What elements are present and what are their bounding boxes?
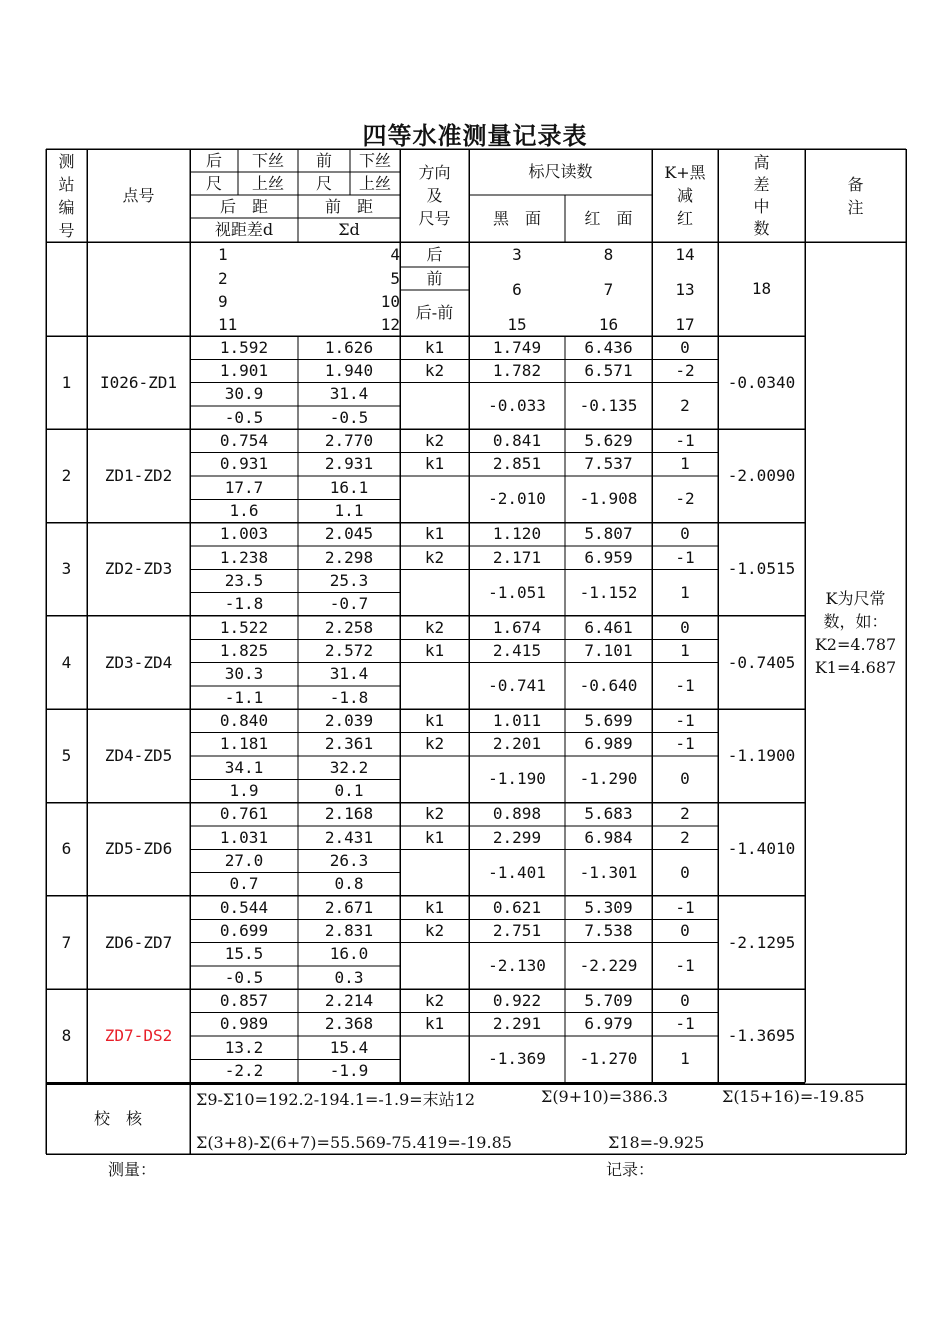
fore-distance: 25.3 [329,570,369,590]
black-reading-2: 2.291 [492,1014,542,1034]
sum-d: -0.7 [329,594,369,614]
height-diff-mean: -0.0340 [727,372,796,392]
header-k-minus-line: 减 [676,186,693,205]
header-height-diff [718,149,805,242]
legend-7: 7 [603,280,614,299]
legend-1: 1 [218,244,228,264]
red-reading-1: 5.807 [584,524,633,544]
sum-d: 0.8 [334,874,364,894]
black-diff: -1.190 [488,769,546,789]
station-no: 7 [61,932,72,952]
legend-11: 11 [218,314,238,334]
fore-distance: 31.4 [329,384,369,404]
header-station-no-line: 站 [58,174,75,194]
k-check-2: -1 [675,734,695,754]
black-reading-2: 2.201 [492,734,542,754]
back-distance: 27.0 [224,850,264,870]
header-direction [400,149,469,242]
k-check-1: 0 [680,337,690,357]
fore-lower-wire: 2.045 [324,524,374,544]
fore-lower-wire: 2.039 [324,710,374,730]
k-check-1: -1 [675,710,695,730]
black-reading-1: 1.674 [492,617,542,637]
sight-diff: -1.8 [224,594,264,614]
sum-d: 0.1 [334,780,364,800]
legend-15: 15 [507,314,527,334]
sum-d: 1.1 [334,500,364,520]
black-reading-1: 1.749 [492,337,542,357]
k-check-2: 1 [680,640,690,660]
red-reading-2: 6.979 [584,1014,633,1034]
direction-2: k1 [424,640,445,660]
legend-14: 14 [675,244,695,264]
station-no: 3 [61,559,72,579]
red-reading-1: 5.309 [584,897,633,917]
fore-upper-wire: 2.572 [324,640,374,660]
black-diff: -0.741 [488,675,546,695]
header-k-minus-line: 红 [676,209,693,228]
remark-note [805,242,906,1084]
header-fore-staff-1: 前 [315,150,332,170]
header-red-face: 红 面 [584,208,633,228]
direction-2: k2 [424,360,445,380]
legend-10: 10 [380,291,400,311]
k-check-3: 0 [680,769,690,789]
red-reading-1: 5.699 [584,710,633,730]
header-k-minus [652,149,718,242]
back-distance: 30.3 [224,664,264,684]
k-check-3: -1 [675,955,695,975]
back-lower-wire: 0.544 [219,897,269,917]
header-back-lower-wire: 下丝 [251,150,284,170]
sight-diff: -2.2 [224,1060,264,1080]
header-black-face: 黑 面 [492,208,541,228]
red-reading-2: 7.538 [584,920,633,940]
back-lower-wire: 0.754 [219,430,269,450]
k-check-2: -2 [675,360,695,380]
station-no: 4 [61,652,72,672]
fore-lower-wire: 2.671 [324,897,374,917]
black-reading-1: 1.011 [492,710,542,730]
page-title: 四等水准测量记录表 [362,122,588,150]
black-reading-1: 0.621 [492,897,542,917]
fore-upper-wire: 2.368 [324,1014,374,1034]
legend-13: 13 [675,280,695,299]
header-height-diff-line: 数 [753,218,770,238]
red-reading-1: 5.709 [584,990,633,1010]
fore-distance: 26.3 [329,850,369,870]
red-diff: -1.270 [579,1049,638,1069]
red-reading-1: 5.629 [584,430,633,450]
station-point: ZD2-ZD3 [104,559,173,579]
header-station-no-line: 号 [58,220,75,240]
check-line-1a: Σ9-Σ10=192.2-194.1=-1.9=末站12 [196,1090,476,1109]
direction-1: k2 [424,990,445,1010]
station-point: ZD4-ZD5 [104,745,173,765]
direction-1: k2 [424,804,445,824]
header-height-diff-line: 高 [753,152,770,172]
fore-upper-wire: 1.940 [324,360,374,380]
back-upper-wire: 1.825 [219,640,269,660]
legend-back: 后 [426,244,443,264]
footer-record: 记录： [606,1160,655,1179]
fore-distance: 15.4 [329,1037,369,1057]
check-label: 校 核 [93,1109,142,1128]
header-fore-distance: 前 距 [324,196,373,216]
direction-2: k1 [424,1014,445,1034]
station-point: ZD1-ZD2 [104,465,173,485]
header-height-diff-line: 差 [753,174,770,194]
back-lower-wire: 0.761 [219,804,269,824]
legend-5: 5 [390,268,400,288]
header-k-minus-line: K+黑 [664,163,706,182]
k-check-3: 2 [680,395,690,415]
header-station-no-line: 测 [58,151,75,171]
k-check-1: -1 [675,897,695,917]
direction-1: k1 [424,710,445,730]
black-reading-2: 1.782 [492,360,542,380]
legend-16: 16 [598,314,619,334]
fore-distance: 16.1 [329,477,369,497]
back-lower-wire: 1.003 [219,524,269,544]
remark-note-line: K为尺常 [825,589,886,608]
black-reading-2: 2.415 [492,640,542,660]
fore-distance: 32.2 [329,757,369,777]
k-check-1: 2 [680,804,690,824]
station-point: ZD5-ZD6 [104,839,173,859]
k-check-1: 0 [680,524,690,544]
direction-1: k2 [424,430,445,450]
sight-diff: -1.1 [224,687,264,707]
back-upper-wire: 0.699 [219,920,269,940]
direction-2: k1 [424,827,445,847]
height-diff-mean: -0.7405 [727,652,796,672]
fore-upper-wire: 2.931 [324,454,374,474]
header-station-no [46,149,87,242]
height-diff-mean: -1.3695 [727,1025,796,1045]
k-check-2: -1 [675,547,695,567]
legend-9: 9 [218,291,228,311]
fore-lower-wire: 2.770 [324,430,374,450]
direction-1: k1 [424,897,445,917]
header-remark-line: 注 [847,197,864,217]
back-upper-wire: 1.031 [219,827,269,847]
legend-17: 17 [675,314,695,334]
back-upper-wire: 0.989 [219,1014,269,1034]
station-no: 5 [61,745,72,765]
k-check-3: 1 [680,582,690,602]
black-diff: -1.369 [488,1049,546,1069]
sum-d: 0.3 [334,967,364,987]
back-distance: 17.7 [224,477,264,497]
remark-note-line: K2=4.787 [814,635,897,654]
k-check-3: -1 [675,675,695,695]
k-check-2: 0 [680,920,690,940]
back-upper-wire: 1.901 [219,360,269,380]
remark-note-line: 数，如： [823,612,888,631]
back-upper-wire: 1.238 [219,547,269,567]
red-reading-2: 6.989 [584,734,633,754]
red-diff: -1.290 [579,769,638,789]
legend-8: 8 [603,244,614,264]
black-reading-1: 0.922 [492,990,542,1010]
k-check-1: 0 [680,990,690,1010]
header-fore-lower-wire: 下丝 [358,150,391,170]
back-lower-wire: 1.522 [219,617,269,637]
red-reading-2: 7.101 [584,640,633,660]
black-reading-2: 2.851 [492,454,542,474]
header-fore-upper-wire: 上丝 [358,173,391,193]
legend-fore: 前 [426,268,443,288]
direction-1: k2 [424,617,445,637]
sum-d: -0.5 [329,407,369,427]
red-reading-2: 7.537 [584,454,633,474]
legend-4: 4 [390,244,400,264]
header-direction-line: 方向 [418,163,451,182]
k-check-3: 1 [680,1049,690,1069]
fore-distance: 31.4 [329,664,369,684]
red-reading-1: 5.683 [584,804,633,824]
black-reading-2: 2.171 [492,547,542,567]
direction-2: k2 [424,920,445,940]
footer-measure: 测量： [108,1160,157,1179]
header-sight-diff: 视距差d [214,220,274,239]
black-reading-2: 2.299 [492,827,542,847]
k-check-1: -1 [675,430,695,450]
back-lower-wire: 0.840 [219,710,269,730]
back-lower-wire: 0.857 [219,990,269,1010]
direction-2: k2 [424,734,445,754]
k-check-2: 1 [680,454,690,474]
back-upper-wire: 0.931 [219,454,269,474]
fore-lower-wire: 1.626 [324,337,374,357]
black-diff: -2.010 [488,489,546,509]
legend-12: 12 [380,314,400,334]
legend-back-minus-fore: 后-前 [415,303,454,322]
back-distance: 15.5 [224,944,264,964]
back-distance: 13.2 [224,1037,264,1057]
sight-diff: 0.7 [229,874,259,894]
sight-diff: -0.5 [224,407,264,427]
height-diff-mean: -1.0515 [727,559,796,579]
header-sum-d: Σd [338,220,360,239]
red-reading-1: 6.461 [584,617,633,637]
red-reading-1: 6.436 [584,337,633,357]
black-diff: -2.130 [488,955,546,975]
station-no: 2 [61,465,72,485]
red-diff: -1.908 [579,489,638,509]
fore-lower-wire: 2.258 [324,617,374,637]
station-point: ZD3-ZD4 [104,652,173,672]
check-line-1b: Σ(9+10)=386.3 [541,1087,668,1106]
back-lower-wire: 1.592 [219,337,269,357]
black-reading-2: 2.751 [492,920,542,940]
check-line-2b: Σ18=-9.925 [608,1133,705,1152]
station-no: 6 [61,839,72,859]
red-diff: -2.229 [579,955,638,975]
black-reading-1: 0.841 [492,430,542,450]
fore-upper-wire: 2.431 [324,827,374,847]
direction-2: k1 [424,454,445,474]
fore-lower-wire: 2.214 [324,990,374,1010]
red-diff: -1.152 [579,582,638,602]
header-back-distance: 后 距 [219,196,268,216]
sum-d: -1.9 [329,1060,369,1080]
remark-note-line: K1=4.687 [814,658,897,677]
station-no: 1 [61,372,72,392]
height-diff-mean: -1.1900 [727,745,796,765]
header-remark [805,149,906,242]
k-check-3: -2 [675,489,695,509]
header-back-staff-2: 尺 [205,173,222,193]
black-diff: -1.401 [488,862,546,882]
red-reading-2: 6.984 [584,827,633,847]
station-point: ZD7-DS2 [104,1025,173,1045]
legend-6: 6 [512,280,522,299]
k-check-1: 0 [680,617,690,637]
back-upper-wire: 1.181 [219,734,269,754]
direction-1: k1 [424,524,445,544]
red-reading-2: 6.571 [584,360,633,380]
header-direction-line: 及 [426,186,443,205]
legend-3: 3 [512,244,522,264]
direction-2: k2 [424,547,445,567]
height-diff-mean: -2.0090 [727,465,796,485]
sight-diff: -0.5 [224,967,264,987]
header-station-no-line: 编 [58,197,75,217]
fore-upper-wire: 2.831 [324,920,374,940]
header-height-diff-line: 中 [753,196,770,216]
direction-1: k1 [424,337,445,357]
header-back-upper-wire: 上丝 [251,173,284,193]
fore-upper-wire: 2.361 [324,734,374,754]
header-fore-staff-2: 尺 [315,173,332,193]
check-line-1c: Σ(15+16)=-19.85 [722,1087,865,1106]
red-diff: -0.640 [579,675,638,695]
black-reading-1: 1.120 [492,524,542,544]
sight-diff: 1.6 [229,500,259,520]
back-distance: 34.1 [224,757,264,777]
k-check-2: 2 [680,827,690,847]
header-point-no: 点号 [122,185,155,205]
legend-18: 18 [751,279,772,298]
black-diff: -0.033 [488,395,546,415]
station-point: ZD6-ZD7 [104,932,173,952]
k-check-2: -1 [675,1014,695,1034]
k-check-3: 0 [680,862,690,882]
station-no: 8 [61,1025,72,1045]
sum-d: -1.8 [329,687,369,707]
back-distance: 30.9 [224,384,264,404]
height-diff-mean: -2.1295 [727,932,796,952]
red-reading-2: 6.959 [584,547,633,567]
black-diff: -1.051 [488,582,546,602]
station-point: I026-ZD1 [99,372,178,392]
fore-lower-wire: 2.168 [324,804,374,824]
red-diff: -1.301 [579,862,638,882]
sight-diff: 1.9 [229,780,259,800]
fore-upper-wire: 2.298 [324,547,374,567]
check-line-2a: Σ(3+8)-Σ(6+7)=55.569-75.419=-19.85 [196,1133,512,1152]
header-staff-reading: 标尺读数 [528,162,593,181]
header-remark-line: 备 [847,174,864,194]
red-diff: -0.135 [579,395,638,415]
black-reading-1: 0.898 [492,804,542,824]
fore-distance: 16.0 [329,944,369,964]
back-distance: 23.5 [224,570,264,590]
header-direction-line: 尺号 [418,209,451,228]
height-diff-mean: -1.4010 [727,839,796,859]
header-back-staff-1: 后 [205,150,222,170]
legend-2: 2 [218,268,228,288]
